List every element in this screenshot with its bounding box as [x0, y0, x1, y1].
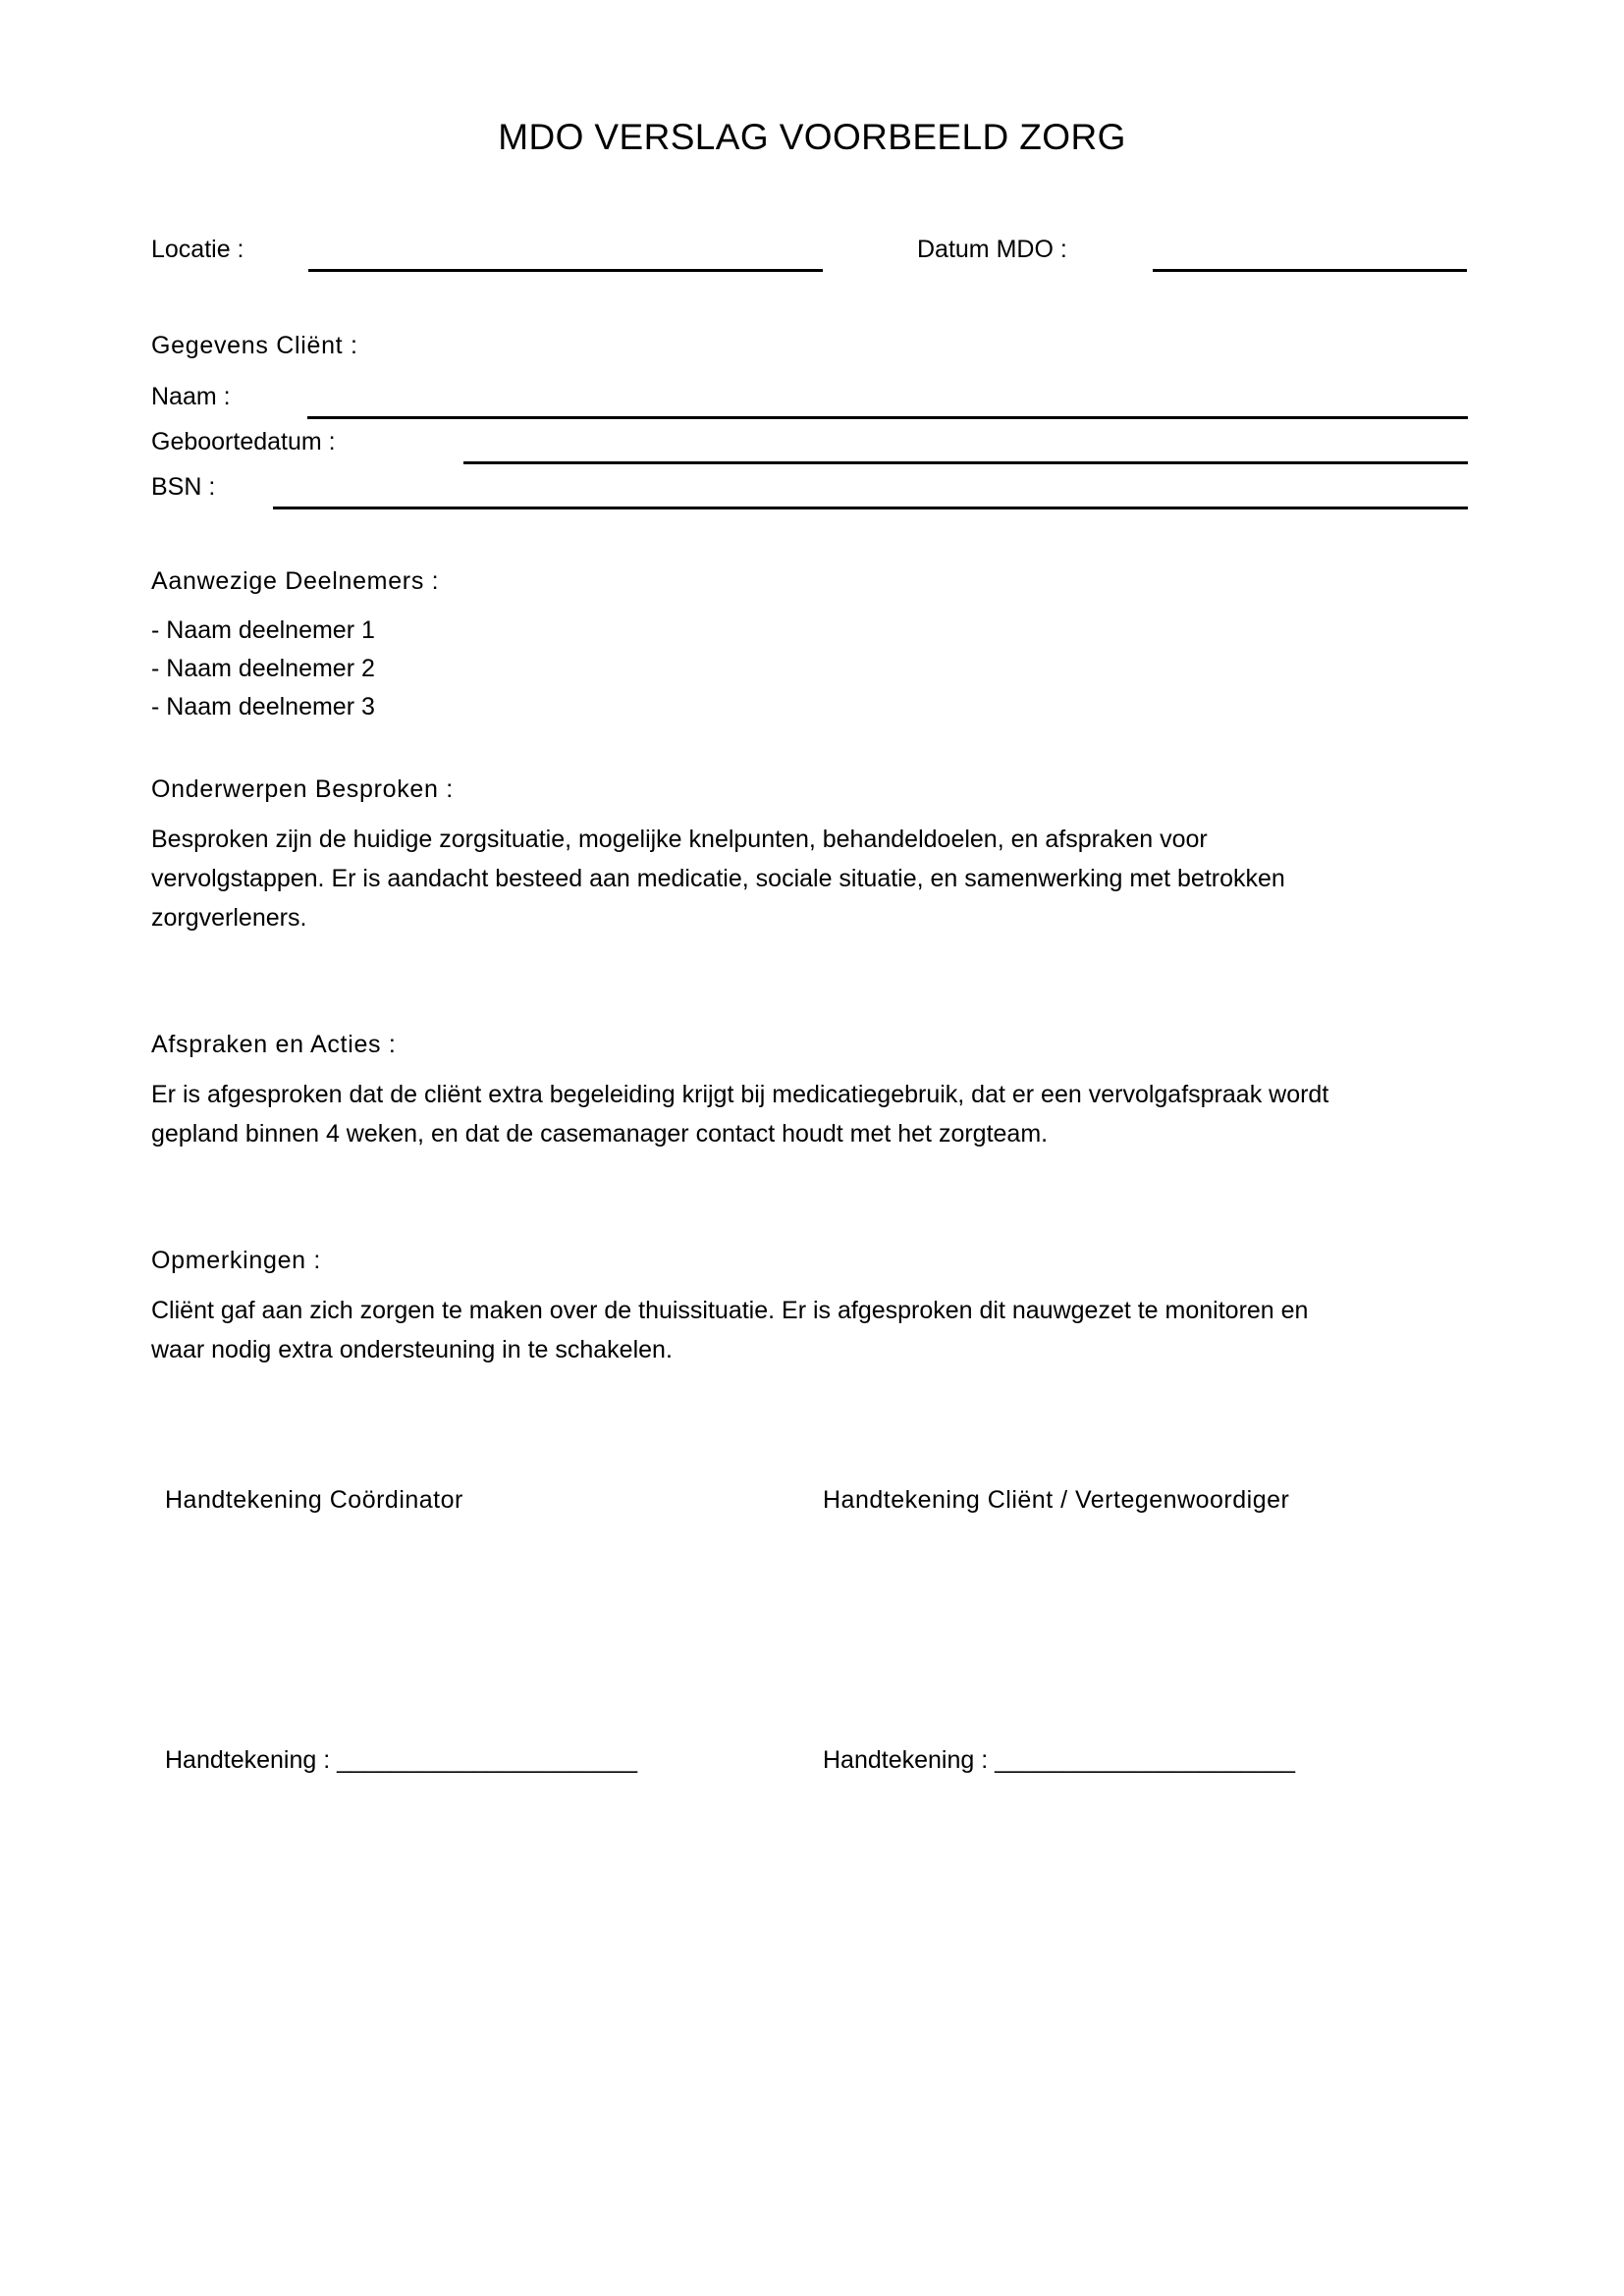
- agreements-body-line: gepland binnen 4 weken, en dat de casemanager contact houdt met het zorgteam.: [151, 1120, 1049, 1148]
- naam-label: Naam :: [151, 383, 231, 410]
- topics-body-line: zorgverleners.: [151, 904, 307, 932]
- client-section-heading: Gegevens Cliënt :: [151, 332, 358, 359]
- datum-mdo-input-rule[interactable]: [1153, 269, 1467, 272]
- list-item: - Naam deelnemer 3: [151, 693, 375, 721]
- agreements-body-line: Er is afgesproken dat de cliënt extra begeleiding krijgt bij medicatiegebruik, dat er een vervolgafspraak wordt: [151, 1081, 1329, 1108]
- geboortedatum-label: Geboortedatum :: [151, 428, 336, 455]
- participants-section-heading: Aanwezige Deelnemers :: [151, 567, 440, 595]
- topics-section-heading: Onderwerpen Besproken :: [151, 775, 454, 803]
- list-item: - Naam deelnemer 1: [151, 616, 375, 644]
- signature-client-heading: Handtekening Cliënt / Vertegenwoordiger: [823, 1486, 1290, 1514]
- naam-input-rule[interactable]: [307, 416, 1468, 419]
- remarks-body-line: Cliënt gaf aan zich zorgen te maken over de thuissituatie. Er is afgesproken dit nauwgezet te monitoren en: [151, 1297, 1309, 1324]
- signature-coordinator-heading: Handtekening Coördinator: [165, 1486, 463, 1514]
- remarks-body-line: waar nodig extra ondersteuning in te schakelen.: [151, 1336, 673, 1363]
- page-title: MDO VERSLAG VOORBEELD ZORG: [498, 117, 1126, 157]
- bsn-input-rule[interactable]: [273, 507, 1468, 509]
- signature-coordinator-line[interactable]: Handtekening : ______________________: [165, 1746, 638, 1774]
- locatie-input-rule[interactable]: [308, 269, 823, 272]
- geboortedatum-input-rule[interactable]: [463, 461, 1468, 464]
- list-item: - Naam deelnemer 2: [151, 655, 375, 682]
- datum-mdo-label: Datum MDO :: [917, 236, 1067, 263]
- topics-body-line: Besproken zijn de huidige zorgsituatie, mogelijke knelpunten, behandeldoelen, en afspraken voor: [151, 826, 1208, 853]
- agreements-section-heading: Afspraken en Acties :: [151, 1031, 397, 1058]
- signature-client-line[interactable]: Handtekening : ______________________: [823, 1746, 1296, 1774]
- bsn-label: BSN :: [151, 473, 216, 501]
- remarks-section-heading: Opmerkingen :: [151, 1247, 322, 1274]
- locatie-label: Locatie :: [151, 236, 244, 263]
- topics-body-line: vervolgstappen. Er is aandacht besteed aan medicatie, sociale situatie, en samenwerking met betrokken: [151, 865, 1285, 892]
